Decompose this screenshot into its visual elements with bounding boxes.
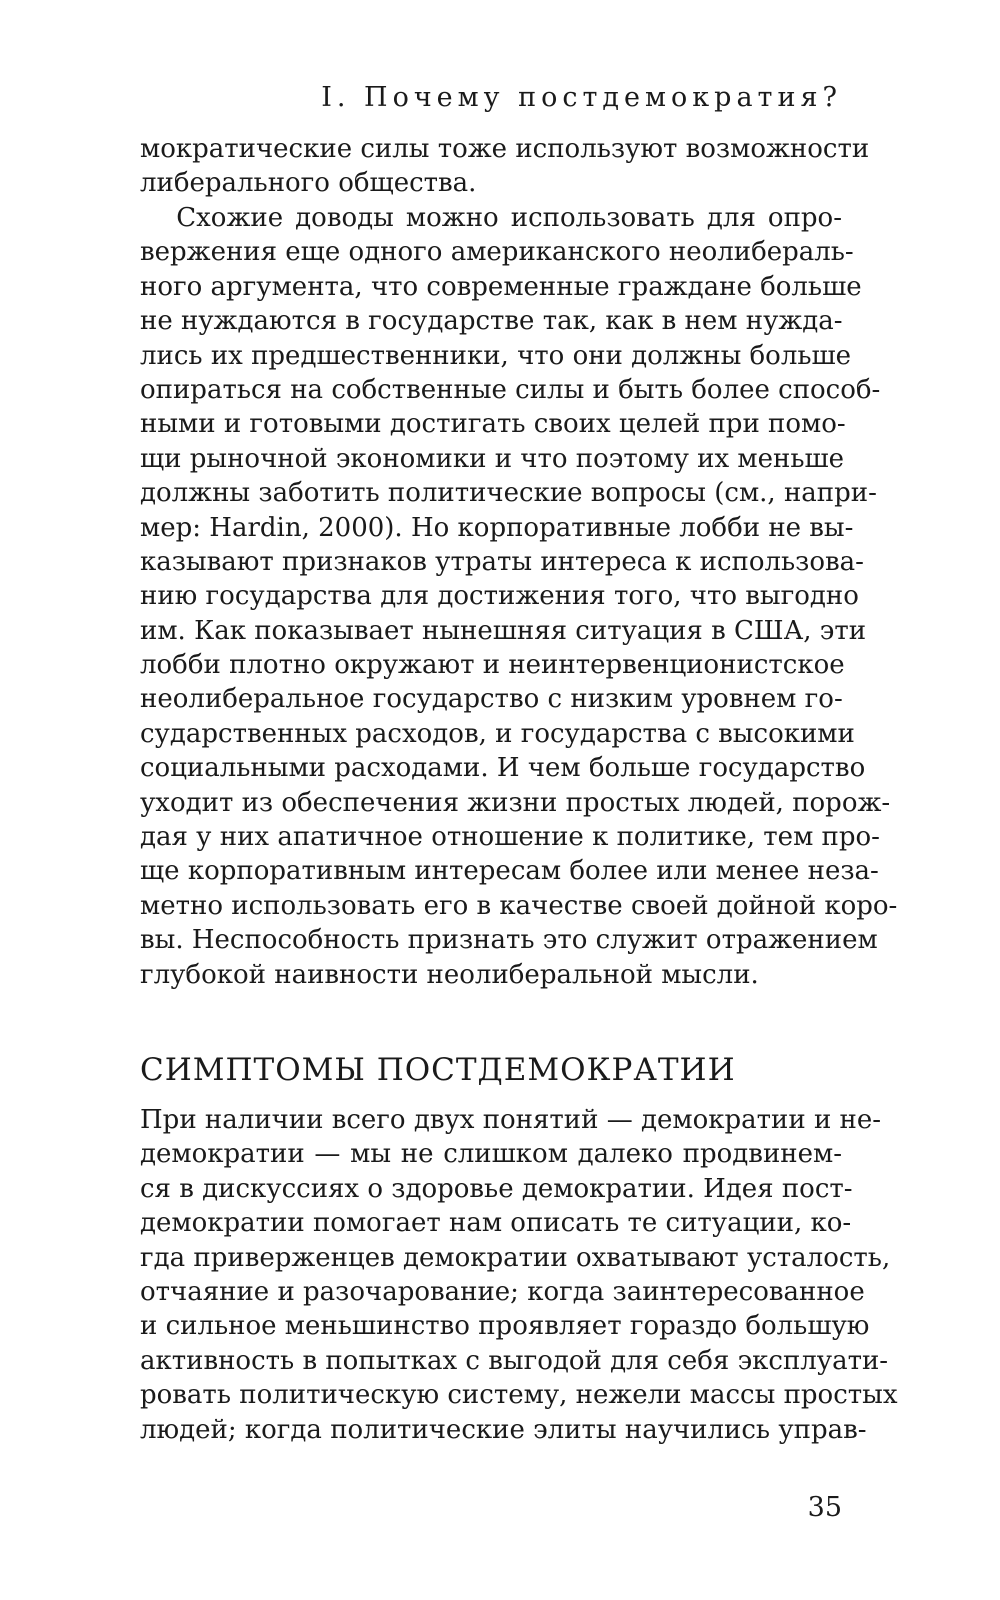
text-line: мократические силы тоже используют возможности bbox=[140, 134, 870, 164]
page-number: 35 bbox=[807, 1492, 842, 1523]
text-line: не нуждаются в государстве так, как в нем нужда- bbox=[140, 306, 843, 337]
text-line: нию государства для достижения того, что выгодно bbox=[140, 581, 859, 612]
section-heading: СИМПТОМЫ ПОСТДЕМОКРАТИИ bbox=[140, 1052, 736, 1088]
text-line: либерального общества. bbox=[140, 168, 477, 199]
text-line: отчаяние и разочарование; когда заинтересованное bbox=[140, 1276, 865, 1307]
text-line: гда приверженцев демократии охватывают усталость, bbox=[140, 1242, 891, 1273]
text-line: неолиберальное государство с низким уровнем го- bbox=[140, 684, 843, 715]
text-line: активность в попытках с выгодой для себя эксплуати- bbox=[140, 1345, 889, 1376]
text-line: щи рыночной экономики и что поэтому их меньше bbox=[140, 443, 845, 474]
text-line: вержения еще одного американского неолибераль- bbox=[140, 237, 854, 268]
text-line: метно использовать его в качестве своей дойной коро- bbox=[140, 890, 898, 921]
text-line: людей; когда политические элиты научились управ- bbox=[140, 1414, 867, 1445]
text-line: опираться на собственные силы и быть более способ- bbox=[140, 374, 881, 405]
paragraph-1 bbox=[140, 132, 870, 201]
text-line: и сильное меньшинство проявляет гораздо большую bbox=[140, 1311, 870, 1342]
text-line: демократии помогает нам описать те ситуации, ко- bbox=[140, 1208, 852, 1239]
text-line: должны заботить политические вопросы (см., напри- bbox=[140, 478, 877, 509]
text-line: социальными расходами. И чем больше государство bbox=[140, 753, 866, 784]
text-line: вы. Неспособность признать это служит отражением bbox=[140, 925, 878, 956]
text-line: ными и готовыми достигать своих целей при помо- bbox=[140, 409, 846, 440]
text-line: ного аргумента, что современные граждане больше bbox=[140, 271, 862, 302]
running-head: I. Почему постдемократия? bbox=[321, 82, 842, 113]
text-line: сударственных расходов, и государства с высокими bbox=[140, 718, 855, 749]
paragraph-3 bbox=[140, 1103, 898, 1447]
text-line: демократии — мы не слишком далеко продвинем- bbox=[140, 1139, 842, 1170]
text-line: Схожие доводы можно использовать для опро- bbox=[140, 203, 842, 233]
text-line: дая у них апатичное отношение к политике, тем про- bbox=[140, 822, 880, 853]
text-line: лись их предшественники, что они должны больше bbox=[140, 340, 852, 371]
text-line: уходит из обеспечения жизни простых людей, порож- bbox=[140, 787, 891, 818]
text-line: им. Как показывает нынешняя ситуация в США, эти bbox=[140, 615, 867, 646]
text-line: ровать политическую систему, нежели массы простых bbox=[140, 1380, 898, 1411]
text-line: мер: Hardin, 2000). Но корпоративные лобби не вы- bbox=[140, 512, 854, 543]
text-line: лобби плотно окружают и неинтервенционистское bbox=[140, 650, 845, 681]
text-line: При наличии всего двух понятий — демократии и не- bbox=[140, 1105, 882, 1135]
text-line: ся в дискуссиях о здоровье демократии. Идея пост- bbox=[140, 1173, 853, 1204]
text-line: ще корпоративным интересам более или менее неза- bbox=[140, 856, 879, 887]
paragraph-2 bbox=[140, 201, 898, 992]
text-line: глубокой наивности неолиберальной мысли. bbox=[140, 959, 759, 990]
text-line: казывают признаков утраты интереса к использова- bbox=[140, 546, 864, 577]
